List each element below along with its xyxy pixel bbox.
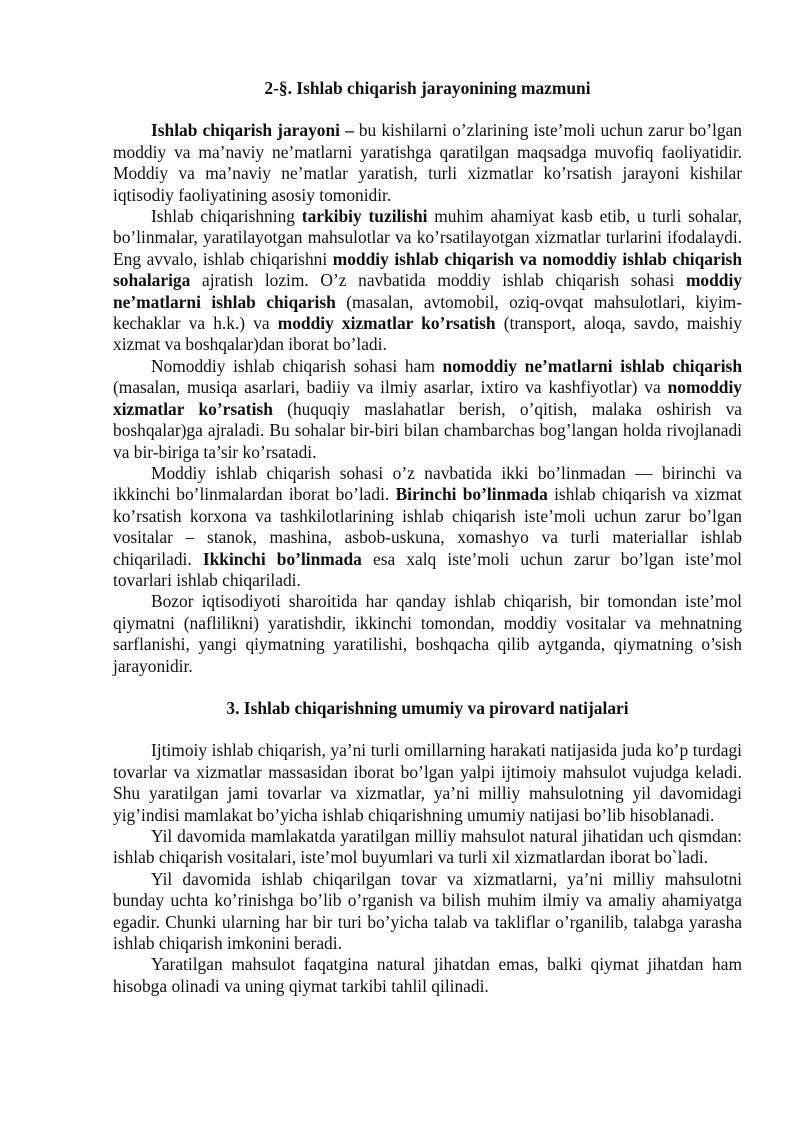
paragraph-text: (masalan, avtomobil, oziq-ovqat mahsulotlari, kiyim-kechaklar va h.k.) va bbox=[113, 291, 743, 334]
paragraph-text: Nomoddiy ishlab chiqarish sohasi ham bbox=[151, 355, 443, 376]
bold-term: nomoddiy xizmatlar ko’rsatish bbox=[113, 377, 742, 419]
bold-term: nomoddiy ne’matlarni ishlab chiqarish bbox=[442, 355, 742, 376]
paragraph-text: (huquqiy maslahatlar berish, o’qitish, malaka oshirish va boshqalar)ga ajraladi. Bu sohalar bir-biri bilan chambarchas bog’langan holda rivojlanadi va bir-biriga ta’sir ko’rsatadi. bbox=[113, 398, 743, 462]
paragraph-text: ishlab chiqarish va xizmat ko’rsatish korxona va tashkilotlarining ishlab chiqarish iste’moli uchun zarur bo’lgan vositalar – stanok, mashina, asbob-uskuna, xomashyo va turli materiallar ishlab chiqariladi. bbox=[113, 484, 742, 569]
paragraph-value-structure: Yaratilgan mahsulot faqatgina natural jihatdan emas, balki qiymat jihatdan ham hisobga olinadi va uning qiymat tarkibi tahlil qilinadi. bbox=[113, 954, 742, 996]
paragraph-text: (masalan, musiqa asarlari, badiiy va ilmiy asarlar, ixtiro va kashfiyotlar) va bbox=[113, 377, 668, 398]
bold-term: moddiy ne’matlarni ishlab chiqarish bbox=[113, 270, 742, 312]
bold-term: Ikkinchi bo’linmada bbox=[202, 548, 362, 569]
bold-term: Birinchi bo’linmada bbox=[395, 484, 548, 505]
paragraph-text: muhim ahamiyat kasb etib, u turli sohalar, bo’linmalar, yaratilayotgan mahsulotlar va ko’rsatilayotgan xizmatlar turlarini ifodalaydi. Eng avvalo, ishlab chiqarishni bbox=[113, 206, 743, 269]
paragraph-non-material bbox=[113, 356, 742, 463]
bold-term: moddiy ishlab chiqarish va nomoddiy ishlab chiqarish sohalariga bbox=[113, 248, 742, 291]
bold-term: moddiy xizmatlar ko’rsatish bbox=[277, 313, 496, 334]
paragraph-text: bu kishilarni o’zlarining iste’moli uchun zarur bo’lgan moddiy va ma’naviy ne’matlarni yaratishga qaratilgan maqsadga muvofiq faoliyatidir. Moddiy va ma’naviy ne’matlar yaratish, turli xizmatlar ko’rsatish jarayoni kishilar iqtisodiy faoliyatining asosiy tomonidir. bbox=[113, 120, 742, 205]
paragraph-divisions bbox=[113, 463, 742, 591]
paragraph-three-forms: Yil davomida ishlab chiqarilgan tovar va xizmatlarni, ya’ni milliy mahsulotni bunday uchta ko’rinishga bo’lib o’rganish va bilish muhim ilmiy va amaliy ahamiyatga egadir. Chunki ularning har bir turi bo’yicha talab va takliflar o’rganilib, talabga yarasha ishlab chiqarish imkonini beradi. bbox=[113, 868, 742, 954]
paragraph-definition bbox=[113, 120, 742, 206]
paragraph-text: Moddiy ishlab chiqarish sohasi o’z navbatida ikki bo’linmadan — birinchi va ikkinchi bo’linmalardan iborat bo’ladi. bbox=[113, 462, 742, 505]
paragraph-text: ajratish lozim. O’z navbatida moddiy ishlab chiqarish sohasi bbox=[190, 270, 686, 291]
section-heading-production-process: 2-§. Ishlab chiqarish jarayonining mazmuni bbox=[264, 78, 591, 98]
paragraph-text: Bozor iqtisodiyoti sharoitida har qanday ishlab chiqarish, bir tomondan iste’mol qiymatni (naflilikni) yaratishdir, ikkinchi tomondan, moddiy vositalar va mehnatning sarflanishi, yangi qiymatning yaratilishi, boshqacha qilib aytganda, qiymatning o’sish jarayonidir. bbox=[113, 591, 742, 676]
paragraph-social-product: Ijtimoiy ishlab chiqarish, ya’ni turli omillarning harakati natijasida juda ko’p turdagi tovarlar va xizmatlar massasidan iborat bo’lgan yalpi ijtimoiy mahsulot vujudga keladi. Shu yaratilgan jami tovarlar va xizmatlar, ya’ni milliy mahsulotning yil davomidagi yig’indisi mamlakat bo’yicha ishlab chiqarishning umumiy natijasi bo’lib hisoblanadi. bbox=[113, 740, 742, 825]
paragraph-national-product: Yil davomida mamlakatda yaratilgan milliy mahsulot natural jihatidan uch qismdan: ishlab chiqarish vositalari, iste’mol buyumlari va turli xil xizmatlardan iborat bo`ladi. bbox=[113, 826, 742, 868]
paragraph-market-economy bbox=[113, 591, 742, 677]
section-heading-production-results: 3. Ishlab chiqarishning umumiy va pirovard natijalari bbox=[226, 697, 629, 718]
bold-term: Ishlab chiqarish jarayoni – bbox=[151, 120, 354, 141]
bold-term: tarkibiy tuzilishi bbox=[301, 206, 428, 227]
paragraph-text: esa xalq iste’moli uchun zarur bo’lgan iste’mol tovarlari ishlab chiqariladi. bbox=[113, 548, 743, 590]
paragraph-structure bbox=[113, 206, 742, 356]
document-page bbox=[113, 78, 742, 997]
paragraph-text: Ishlab chiqarishning bbox=[151, 206, 302, 227]
paragraph-text: (transport, aloqa, savdo, maishiy xizmat va boshqalar)dan iborat bo’ladi. bbox=[113, 313, 742, 355]
